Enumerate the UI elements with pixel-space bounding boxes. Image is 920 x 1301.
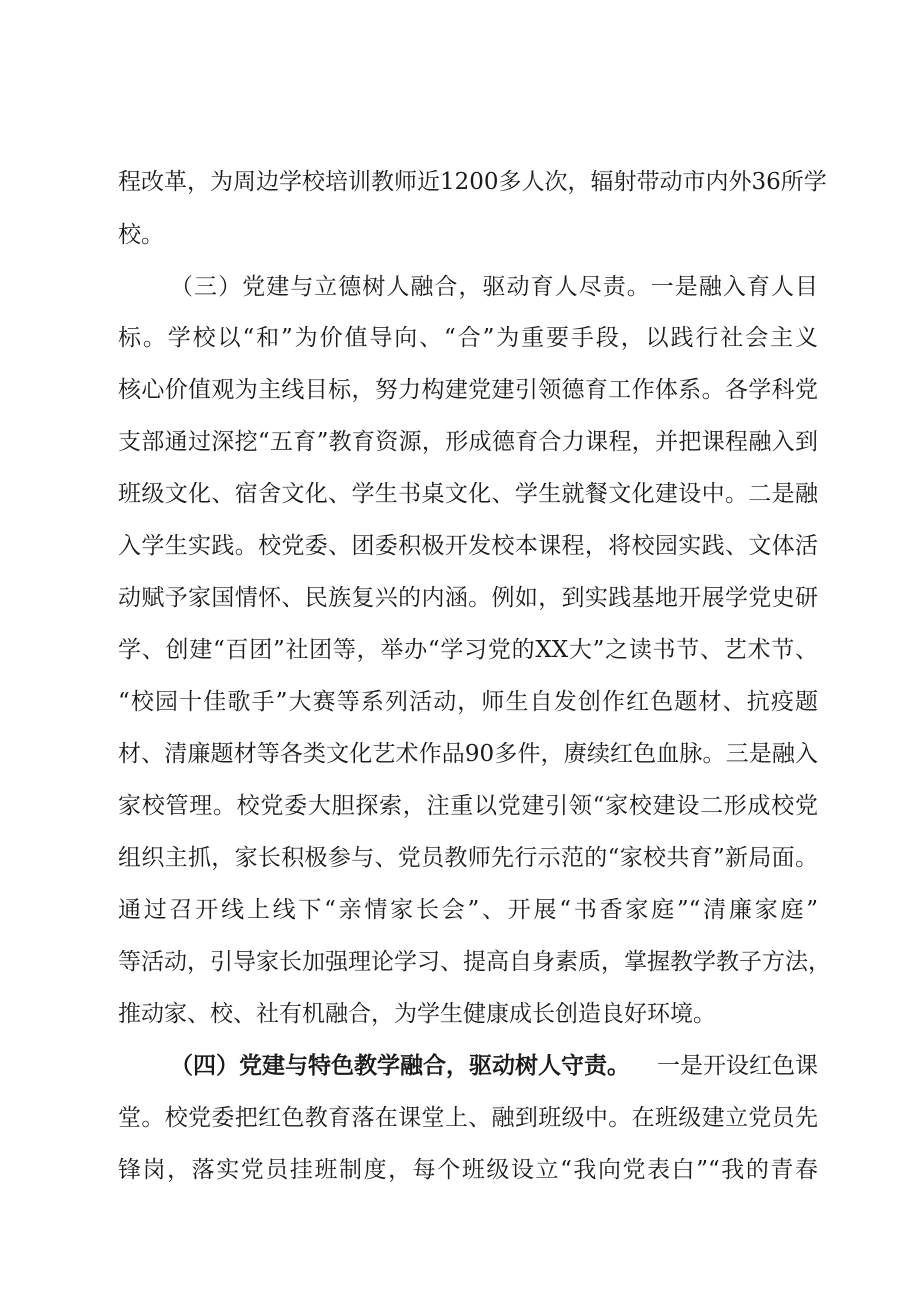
paragraph-line: 核心价值观为主线目标，努力构建党建引领德育工作体系。各学科党 <box>118 377 818 403</box>
paragraph-line: 通过召开线上线下“亲情家长会”、开展“书香家庭”“清廉家庭” <box>118 897 818 923</box>
paragraph-line: 材、清廉题材等各类文化艺术作品90多件，赓续红色血脉。三是融入 <box>118 741 818 767</box>
paragraph-line: 入学生实践。校党委、团委积极开发校本课程，将校园实践、文体活 <box>118 533 818 559</box>
section-four-heading-line <box>170 1051 818 1081</box>
paragraph-line: 班级文化、宿舍文化、学生书桌文化、学生就餐文化建设中。二是融 <box>118 481 818 507</box>
section-four-heading: （四）党建与特色教学融合，驱动树人守责。 <box>170 1052 630 1079</box>
paragraph-line: 标。学校以“和”为价值导向、“合”为重要手段，以践行社会主义 <box>118 325 818 351</box>
paragraph-line: 学、创建“百团”社团等，举办“学习党的XX大”之读书节、艺术节、 <box>118 637 818 663</box>
paragraph-line: 程改革，为周边学校培训教师近1200多人次，辐射带动市内外36所学 <box>118 169 827 195</box>
paragraph-line: 锋岗，落实党员挂班制度，每个班级设立“我向党表白”“我的青春 <box>118 1157 818 1183</box>
section-four-lead-text: 一是开设红色课 <box>657 1053 818 1079</box>
paragraph-line: 组织主抓，家长积极参与、党员教师先行示范的“家校共育”新局面。 <box>118 845 818 871</box>
paragraph-line: 支部通过深挖“五育”教育资源，形成德育合力课程，并把课程融入到 <box>118 429 818 455</box>
paragraph-line: 等活动，引导家长加强理论学习、提高自身素质，掌握教学教子方法， <box>118 949 831 975</box>
paragraph-line: “校园十佳歌手”大赛等系列活动，师生自发创作红色题材、抗疫题 <box>118 689 818 715</box>
paragraph-line: 校。 <box>118 222 164 248</box>
paragraph-line: 动赋予家国情怀、民族复兴的内涵。例如，到实践基地开展学党史研 <box>118 585 818 611</box>
paragraph-line: 家校管理。校党委大胆探索，注重以党建引领“家校建设二形成校党 <box>118 793 818 819</box>
paragraph-line: 堂。校党委把红色教育落在课堂上、融到班级中。在班级建立党员先 <box>118 1105 818 1131</box>
paragraph-line: 推动家、校、社有机融合，为学生健康成长创造良好环境。 <box>118 1001 716 1027</box>
section-three-heading-line: （三）党建与立德树人融合，驱动育人尽责。一是融入育人目 <box>170 274 818 300</box>
